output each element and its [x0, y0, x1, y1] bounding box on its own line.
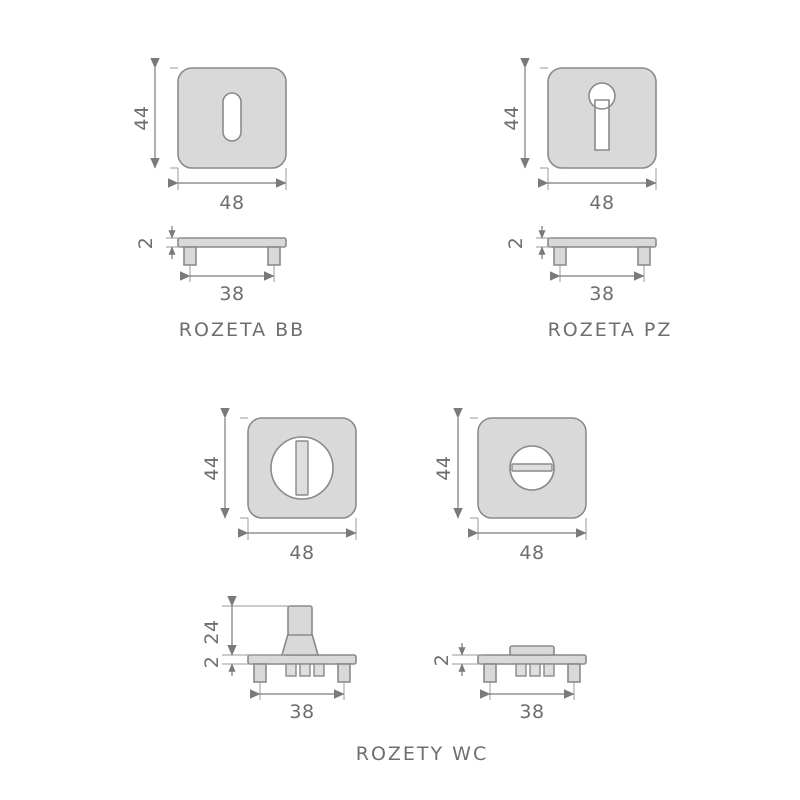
rozeta-bb-thickness-label: 2 [135, 236, 157, 250]
rozety-wc-right-side-width-dimension [490, 682, 574, 723]
rozety-wc-left-thickness-dimension [201, 646, 252, 676]
rozety-wc-left-knob-height-dimension [201, 606, 290, 655]
rozety-wc-right-thickness-dimension [431, 643, 482, 676]
group-rozeta-bb [131, 68, 305, 341]
rozety-wc-left-height-label: 44 [201, 455, 223, 481]
rozety-wc-right-width-label: 48 [519, 542, 545, 564]
rozeta-bb-side-width-label: 38 [219, 283, 245, 305]
rozeta-bb-thickness-dimension [135, 226, 182, 259]
rozety-wc-right-side-view [478, 646, 586, 682]
rozeta-bb-side-view [178, 238, 286, 265]
rozety-wc-left-side-view [248, 606, 356, 682]
rozety-wc-left-front-view [248, 418, 356, 518]
rozeta-bb-width-dimension [178, 168, 286, 214]
rozety-wc-right-side-width-label: 38 [519, 701, 545, 723]
rozety-wc-left-thickness-label: 2 [201, 655, 223, 669]
rozety-wc-left-width-label: 48 [289, 542, 315, 564]
rozeta-bb-side-width-dimension [190, 265, 274, 305]
group-rozeta-pz [501, 68, 672, 341]
rozety-wc-left-height-dimension [201, 418, 248, 518]
group-rozety-wc-right [431, 418, 586, 723]
rozeta-bb-height-dimension [131, 68, 178, 168]
rozety-wc-right-height-dimension [433, 418, 478, 518]
rozety-wc-right-front-view [478, 418, 586, 518]
rozety-wc-caption: ROZETY WC [355, 743, 489, 765]
rozety-wc-right-height-label: 44 [433, 455, 455, 481]
group-rozety-wc-left [201, 418, 356, 723]
rozeta-pz-height-label: 44 [501, 105, 523, 131]
rozeta-pz-width-dimension [548, 168, 656, 214]
rozety-wc-right-width-dimension [478, 518, 586, 564]
rozeta-pz-side-width-dimension [560, 265, 644, 305]
rozeta-pz-thickness-label: 2 [505, 236, 527, 250]
rozeta-bb-height-label: 44 [131, 105, 153, 131]
rozety-wc-left-width-dimension [248, 518, 356, 564]
rozeta-pz-front-view [548, 68, 656, 168]
rozeta-bb-caption: ROZETA BB [178, 319, 306, 341]
rozety-wc-left-side-width-label: 38 [289, 701, 315, 723]
rozeta-bb-width-label: 48 [219, 192, 245, 214]
rozeta-pz-height-dimension [501, 68, 548, 168]
rozeta-bb-front-view [178, 68, 286, 168]
rozeta-pz-width-label: 48 [589, 192, 615, 214]
rozety-wc-right-thickness-label: 2 [431, 653, 453, 667]
rozety-wc-left-knob-height-label: 24 [201, 619, 223, 645]
rozety-wc-left-side-width-dimension [260, 682, 344, 723]
rozeta-pz-caption: ROZETA PZ [547, 319, 673, 341]
rozeta-pz-side-width-label: 38 [589, 283, 615, 305]
rozeta-pz-thickness-dimension [505, 226, 552, 259]
rozeta-pz-side-view [548, 238, 656, 265]
